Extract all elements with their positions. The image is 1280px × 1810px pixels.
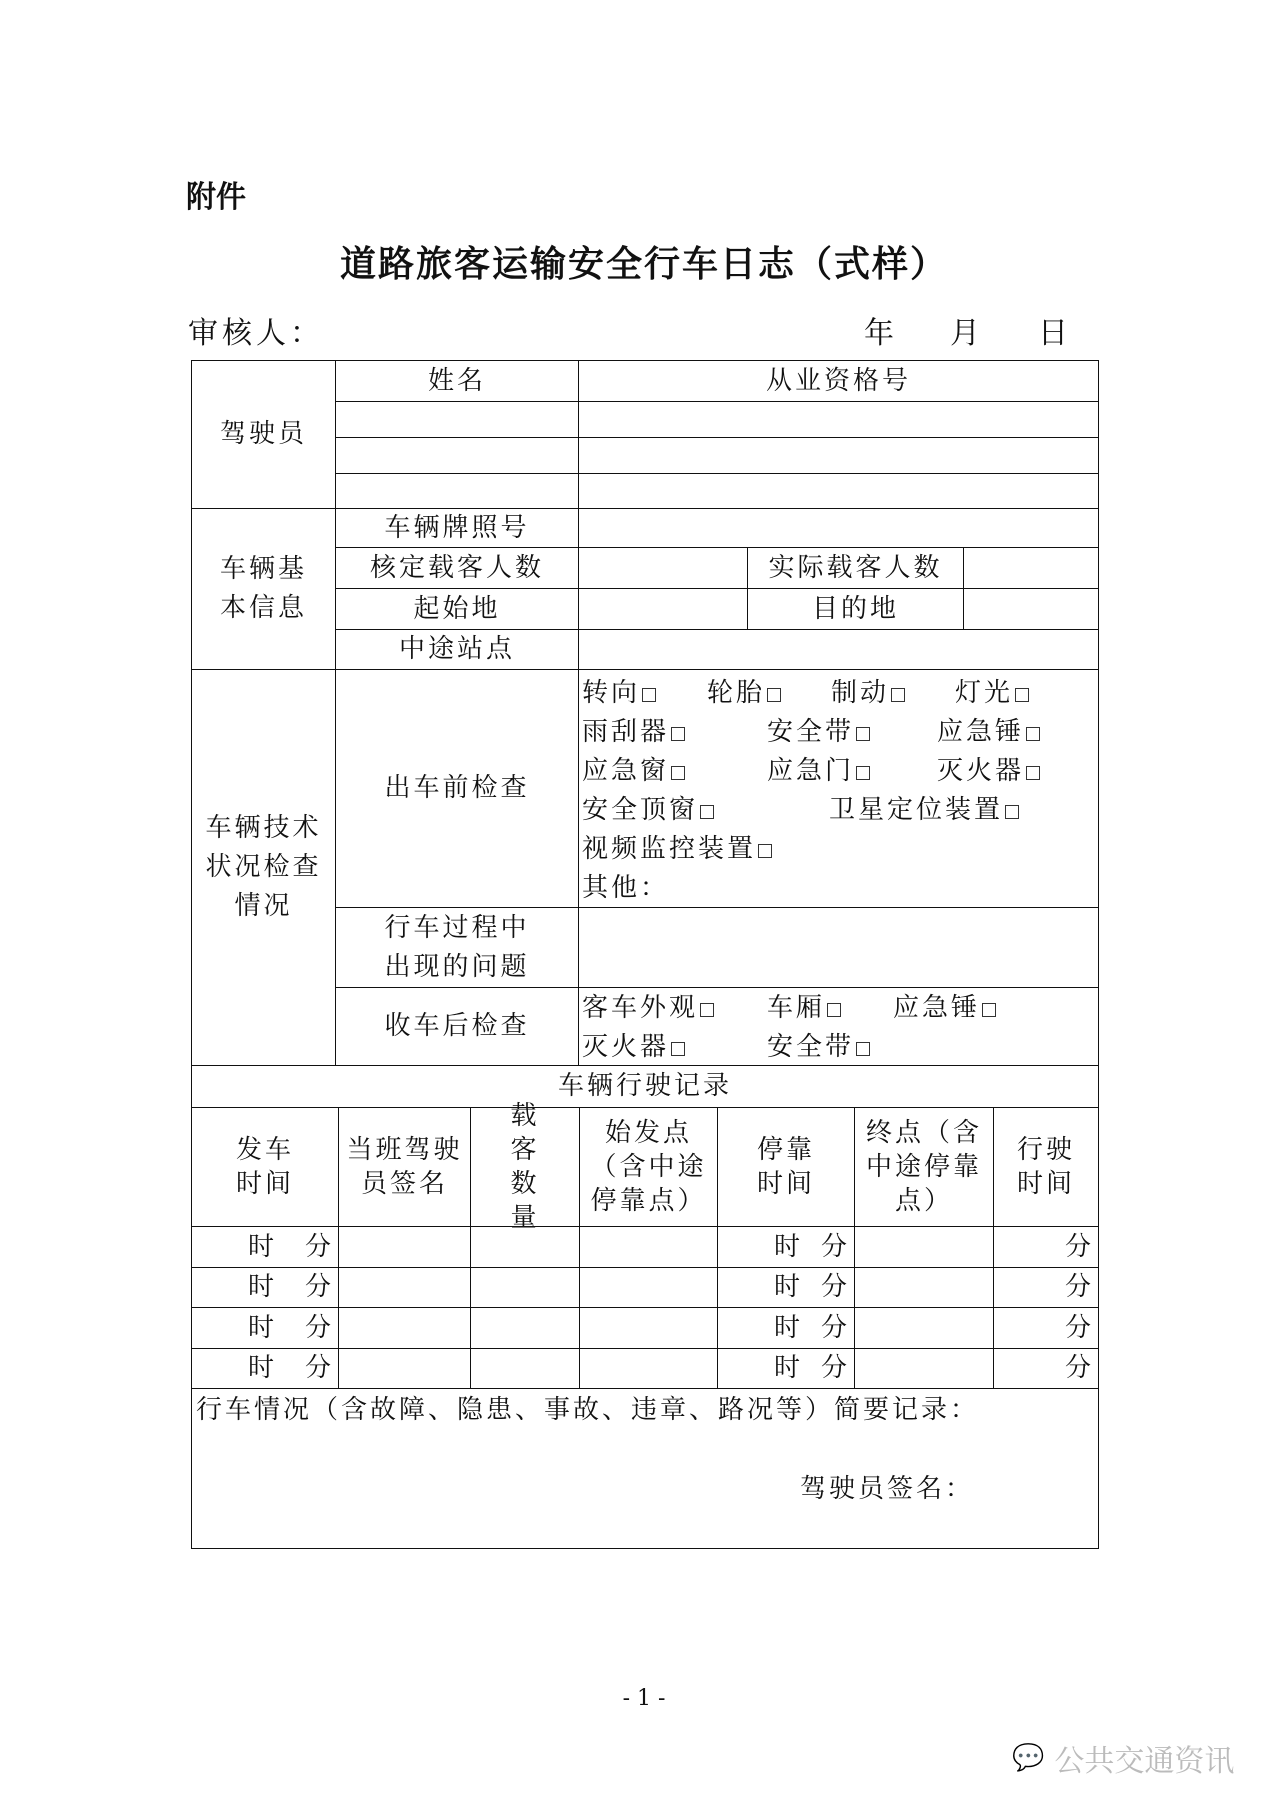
hour-label: 时 [248, 1353, 278, 1383]
wechat-icon: 💬 [1012, 1743, 1045, 1773]
record-column-header [470, 1101, 580, 1233]
driver-qualification-field-1[interactable] [578, 401, 1099, 438]
destination-text: 目的地 [811, 593, 899, 624]
check-item[interactable] [582, 993, 714, 1023]
check-label: 灭火器 [582, 1032, 670, 1062]
plate-label [335, 508, 579, 548]
time-hm [718, 1349, 854, 1388]
minute-label: 分 [304, 1231, 334, 1262]
check-label: 灯光 [955, 678, 1014, 708]
minute-label: 分 [820, 1231, 850, 1262]
checkbox[interactable] [1026, 727, 1040, 741]
hour-label: 时 [774, 1272, 804, 1302]
time-m [994, 1309, 1098, 1348]
hour-label: 时 [774, 1312, 804, 1343]
record-title-text: 车辆行驶记录 [557, 1071, 732, 1101]
check-item[interactable] [767, 993, 841, 1023]
time-m [994, 1268, 1098, 1307]
time-hm [192, 1268, 338, 1307]
date-year: 年 [864, 316, 894, 351]
record-title [191, 1065, 1099, 1108]
name-header-text: 姓名 [427, 365, 486, 396]
date-day: 日 [1038, 316, 1068, 351]
reviewer-label: 审核人： [188, 316, 324, 351]
destination-field[interactable] [963, 588, 1099, 630]
checkbox[interactable] [1005, 805, 1019, 819]
check-label: 视频监控装置 [582, 834, 757, 864]
vehicle-section-label [191, 508, 336, 670]
checkbox[interactable] [856, 766, 870, 780]
checkbox[interactable] [671, 727, 685, 741]
record-cell[interactable] [717, 1267, 855, 1308]
check-item[interactable] [582, 717, 685, 747]
minute-label: 分 [1064, 1312, 1094, 1343]
record-cell[interactable] [338, 1348, 471, 1389]
record-cell[interactable] [579, 1267, 718, 1308]
actual-passengers-label [747, 547, 964, 589]
checkbox[interactable] [758, 844, 772, 858]
hour-label: 时 [248, 1312, 278, 1343]
minute-label: 分 [820, 1353, 850, 1383]
check-label: 轮胎 [707, 678, 766, 708]
driver-name-field-2[interactable] [335, 437, 579, 474]
other-label: 其他： [582, 873, 670, 903]
name-header [335, 360, 579, 402]
record-cell[interactable] [993, 1348, 1099, 1389]
check-label: 安全带 [767, 1032, 855, 1062]
page-title: 道路旅客运输安全行车日志（式样） [339, 243, 948, 285]
during-label [335, 907, 579, 988]
checkbox[interactable] [827, 1003, 841, 1017]
record-column-header [717, 1107, 855, 1227]
post-check-label [335, 987, 579, 1066]
check-label: 客车外观 [582, 993, 699, 1023]
pre-check-label [335, 669, 579, 908]
attachment-label: 附件 [186, 180, 246, 215]
actual-passengers-text: 实际载客人数 [768, 552, 943, 583]
record-cell[interactable] [470, 1226, 580, 1268]
checkbox[interactable] [700, 805, 714, 819]
time-hm [718, 1268, 854, 1307]
record-cell[interactable] [993, 1226, 1099, 1268]
check-item[interactable] [767, 717, 870, 747]
driver-name-field-3[interactable] [335, 473, 579, 509]
record-cell[interactable] [470, 1348, 580, 1389]
time-hm [192, 1309, 338, 1348]
record-cell[interactable] [854, 1348, 994, 1389]
record-column-header [338, 1107, 471, 1227]
check-item[interactable] [767, 756, 870, 786]
record-cell[interactable] [717, 1348, 855, 1389]
minute-label: 分 [1064, 1353, 1094, 1383]
date-month: 月 [950, 316, 980, 351]
driver-name-field-1[interactable] [335, 401, 579, 438]
pre-check-text: 出车前检查 [384, 773, 530, 803]
record-header-text: 发车时间 [235, 1135, 294, 1199]
check-item[interactable] [893, 993, 996, 1023]
record-header-text: 载客数量 [510, 1101, 540, 1233]
record-cell[interactable] [191, 1267, 339, 1308]
check-item[interactable] [582, 795, 714, 825]
origin-field[interactable] [578, 588, 748, 630]
record-cell[interactable] [717, 1307, 855, 1349]
watermark-text: 公共交通资讯 [1054, 1744, 1235, 1779]
qualification-header [578, 360, 1099, 402]
minute-label: 分 [820, 1312, 850, 1343]
plate-label-text: 车辆牌照号 [384, 512, 530, 543]
check-item[interactable] [582, 756, 685, 786]
record-cell[interactable] [993, 1307, 1099, 1349]
record-column-header [854, 1107, 994, 1227]
checkbox[interactable] [856, 1042, 870, 1056]
record-cell[interactable] [191, 1348, 339, 1389]
check-label: 卫星定位装置 [829, 795, 1004, 825]
check-label: 应急锤 [893, 993, 981, 1023]
check-item[interactable] [582, 834, 772, 864]
plate-field[interactable] [578, 508, 1099, 548]
approved-capacity-text: 核定载客人数 [369, 552, 544, 583]
vehicle-label: 车辆基本信息 [219, 554, 307, 623]
minute-label: 分 [820, 1272, 850, 1302]
record-cell[interactable] [854, 1267, 994, 1308]
origin-text: 起始地 [413, 593, 501, 624]
checkbox[interactable] [856, 727, 870, 741]
checkbox[interactable] [891, 688, 905, 702]
origin-label [335, 588, 579, 630]
minute-label: 分 [304, 1353, 334, 1383]
check-label: 转向 [582, 678, 641, 708]
driver-qualification-field-3[interactable] [578, 473, 1099, 509]
check-label: 安全顶窗 [582, 795, 699, 825]
check-label: 灭火器 [937, 756, 1025, 786]
notes-label: 行车情况（含故障、隐患、事故、违章、路况等）简要记录： [196, 1395, 980, 1425]
record-cell[interactable] [717, 1226, 855, 1268]
time-hm [192, 1228, 338, 1267]
check-item[interactable] [767, 1032, 870, 1062]
record-cell[interactable] [854, 1226, 994, 1268]
checkbox[interactable] [671, 1042, 685, 1056]
record-column-header [191, 1107, 339, 1227]
record-header-text: 当班驾驶员签名 [346, 1135, 463, 1199]
watermark [1012, 1736, 1234, 1780]
check-item[interactable] [582, 678, 656, 708]
approved-capacity-label [335, 547, 579, 589]
stops-text: 中途站点 [398, 634, 515, 664]
time-hm [718, 1228, 854, 1267]
record-cell[interactable] [579, 1226, 718, 1268]
record-cell[interactable] [993, 1267, 1099, 1308]
driver-label: 驾驶员 [219, 419, 307, 449]
record-header-text: 始发点（含中途停靠点） [590, 1118, 707, 1216]
check-label: 应急锤 [937, 717, 1025, 747]
minute-label: 分 [304, 1312, 334, 1343]
record-cell[interactable] [470, 1267, 580, 1308]
hour-label: 时 [774, 1353, 804, 1383]
check-item[interactable] [937, 756, 1040, 786]
driver-signature-label: 驾驶员签名： [800, 1474, 975, 1504]
check-item[interactable] [955, 678, 1029, 708]
post-check-text: 收车后检查 [384, 1011, 530, 1041]
time-hm [192, 1349, 338, 1388]
checkbox[interactable] [767, 688, 781, 702]
record-cell[interactable] [338, 1307, 471, 1349]
stops-field[interactable] [578, 629, 1099, 670]
minute-label: 分 [1064, 1272, 1094, 1302]
tech-label: 车辆技术状况检查情况 [205, 813, 322, 921]
check-label: 安全带 [767, 717, 855, 747]
during-text: 行车过程中出现的问题 [384, 912, 530, 982]
record-cell[interactable] [470, 1307, 580, 1349]
page-number: - 1 - [622, 1686, 666, 1711]
stops-label [335, 629, 579, 670]
actual-passengers-field[interactable] [963, 547, 1099, 589]
checkbox[interactable] [642, 688, 656, 702]
record-cell[interactable] [854, 1307, 994, 1349]
time-m [994, 1228, 1098, 1267]
destination-label [747, 588, 964, 630]
approved-capacity-field[interactable] [578, 547, 748, 589]
check-item[interactable] [707, 678, 781, 708]
record-column-header [579, 1107, 718, 1227]
driver-qualification-field-2[interactable] [578, 437, 1099, 474]
hour-label: 时 [774, 1231, 804, 1262]
checkbox[interactable] [671, 766, 685, 780]
tech-section-label [191, 669, 336, 1066]
minute-label: 分 [304, 1272, 334, 1302]
check-label: 应急窗 [582, 756, 670, 786]
record-cell[interactable] [338, 1226, 471, 1268]
check-label: 应急门 [767, 756, 855, 786]
hour-label: 时 [248, 1272, 278, 1302]
driver-section-label [191, 360, 336, 509]
record-cell[interactable] [579, 1348, 718, 1389]
record-cell[interactable] [579, 1307, 718, 1349]
time-m [994, 1349, 1098, 1388]
minute-label: 分 [1064, 1231, 1094, 1262]
record-header-text: 停靠时间 [756, 1135, 815, 1199]
time-hm [718, 1309, 854, 1348]
record-column-header [993, 1107, 1099, 1227]
record-cell[interactable] [191, 1226, 339, 1268]
check-item[interactable] [582, 1032, 685, 1062]
check-label: 雨刮器 [582, 717, 670, 747]
record-header-text: 行驶时间 [1016, 1135, 1075, 1199]
checkbox[interactable] [1026, 766, 1040, 780]
check-label: 车厢 [767, 993, 826, 1023]
checkbox[interactable] [982, 1003, 996, 1017]
checkbox[interactable] [700, 1003, 714, 1017]
record-cell[interactable] [338, 1267, 471, 1308]
check-label: 制动 [831, 678, 890, 708]
record-cell[interactable] [191, 1307, 339, 1349]
check-item[interactable] [831, 678, 905, 708]
record-header-text: 终点（含中途停靠点） [865, 1118, 982, 1216]
qualification-header-text: 从业资格号 [765, 365, 911, 396]
during-field[interactable] [578, 907, 1099, 988]
check-item[interactable] [937, 717, 1040, 747]
checkbox[interactable] [1015, 688, 1029, 702]
hour-label: 时 [248, 1231, 278, 1262]
check-item[interactable] [829, 795, 1019, 825]
